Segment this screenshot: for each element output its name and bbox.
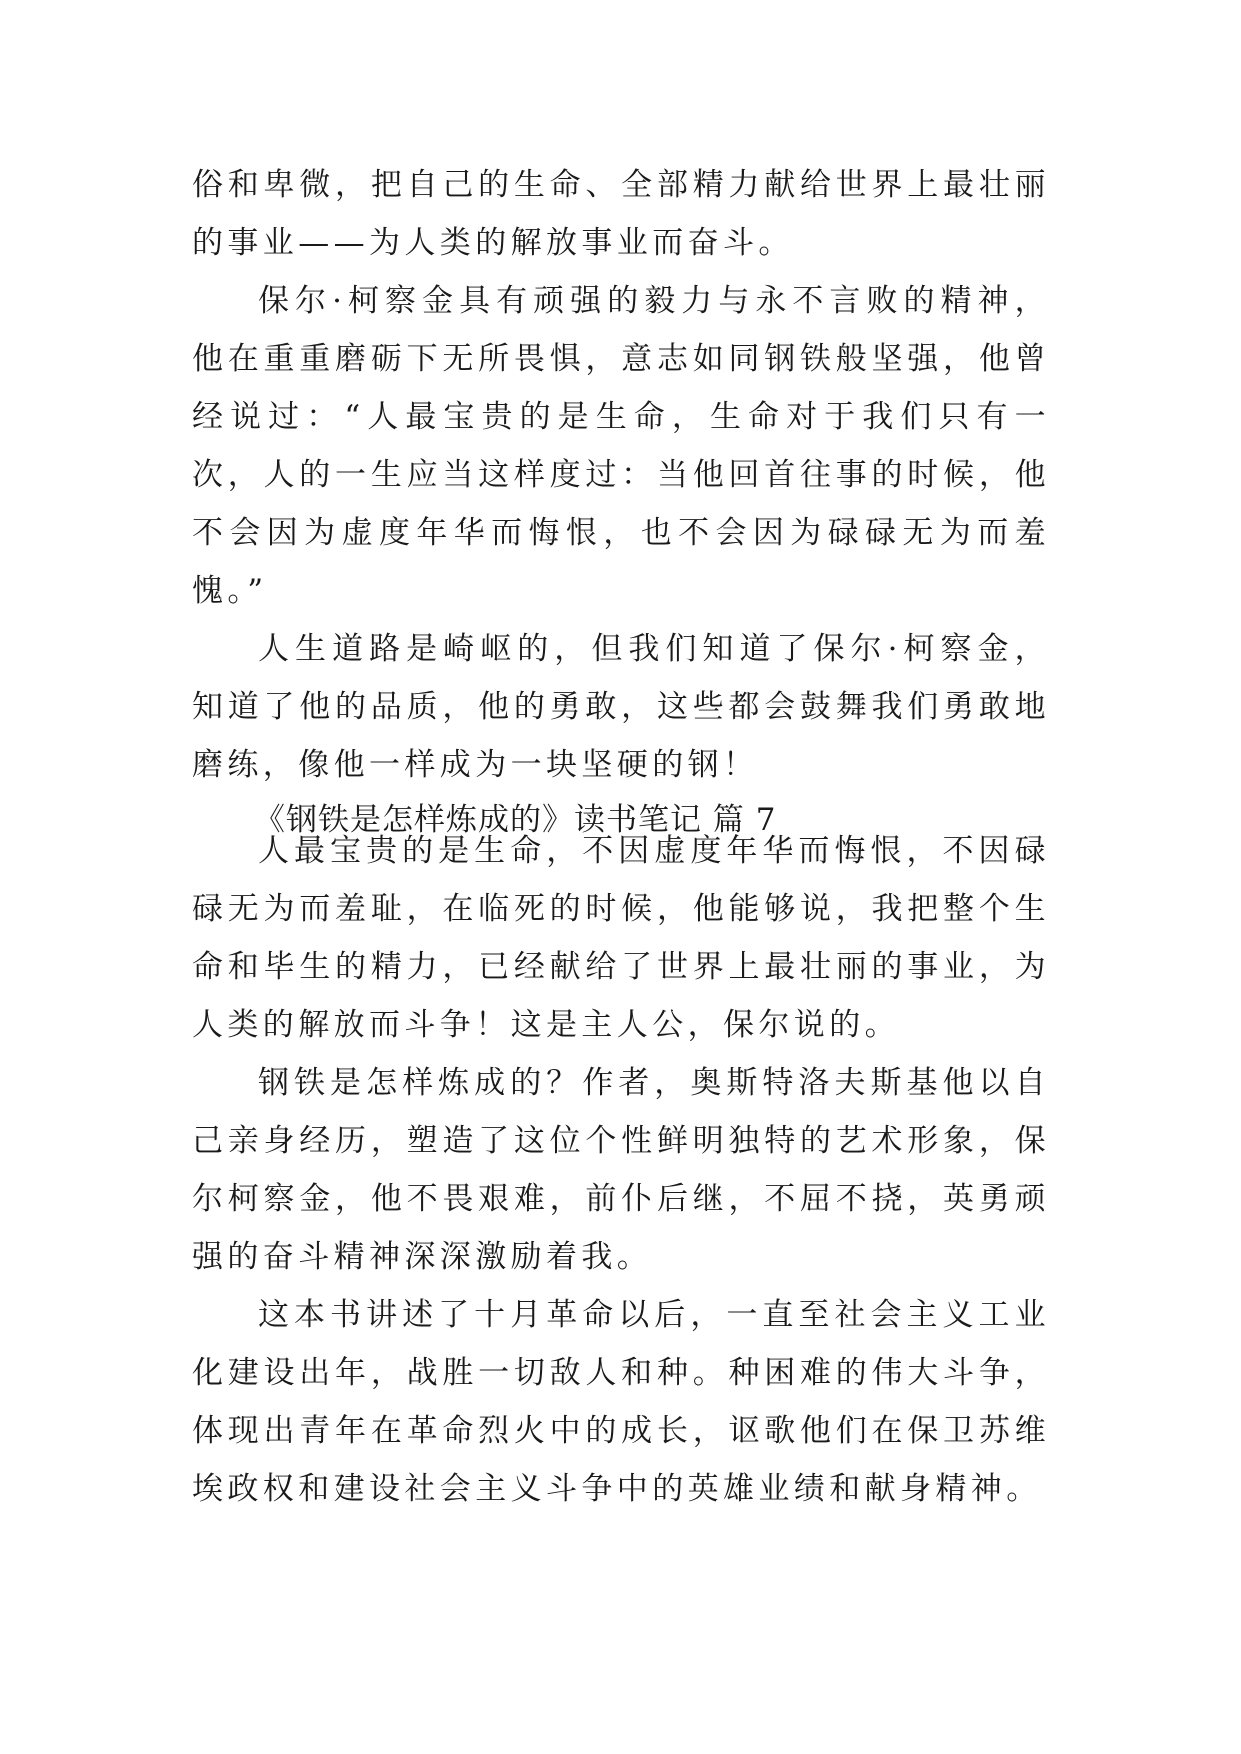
paragraph-most-precious: 人最宝贵的是生命，不因虚度年华而悔恨，不因碌碌无为而羞耻，在临死的时候，他能够说，我把整个生命和毕生的精力，已经献给了世界上最壮丽的事业，为人类的解放而斗争！这是主人公，保尔说的。 bbox=[192, 833, 1050, 1043]
paragraph-continued: 俗和卑微，把自己的生命、全部精力献给世界上最壮丽的事业——为人类的解放事业而奋斗。 bbox=[192, 167, 1050, 261]
paragraph-book-summary: 这本书讲述了十月革命以后，一直至社会主义工业化建设出年，战胜一切敌人和种。种困难的伟大斗争，体现出青年在革命烈火中的成长，讴歌他们在保卫苏维埃政权和建设社会主义斗争中的英雄业绩和献身精神。 bbox=[192, 1297, 1050, 1507]
continued-text-block bbox=[192, 156, 1050, 794]
section-7-text-block bbox=[192, 822, 1050, 1518]
paragraph-author: 钢铁是怎样炼成的？作者，奥斯特洛夫斯基他以自己亲身经历，塑造了这位个性鲜明独特的艺术形象，保尔柯察金，他不畏艰难，前仆后继，不屈不挠，英勇顽强的奋斗精神深深激励着我。 bbox=[192, 1065, 1050, 1275]
section-heading: 《钢铁是怎样炼成的》读书笔记 篇 7 bbox=[254, 802, 777, 838]
paragraph-life-road: 人生道路是崎岖的，但我们知道了保尔·柯察金，知道了他的品质，他的勇敢，这些都会鼓舞我们勇敢地磨练，像他一样成为一块坚硬的钢！ bbox=[192, 631, 1050, 783]
paragraph-pavel-quote: 保尔·柯察金具有顽强的毅力与永不言败的精神，他在重重磨砺下无所畏惧，意志如同钢铁般坚强，他曾经说过：“人最宝贵的是生命，生命对于我们只有一次，人的一生应当这样度过：当他回首往事的时候，他不会因为虚度年华而悔恨，也不会因为碌碌无为而羞愧。” bbox=[192, 283, 1050, 609]
